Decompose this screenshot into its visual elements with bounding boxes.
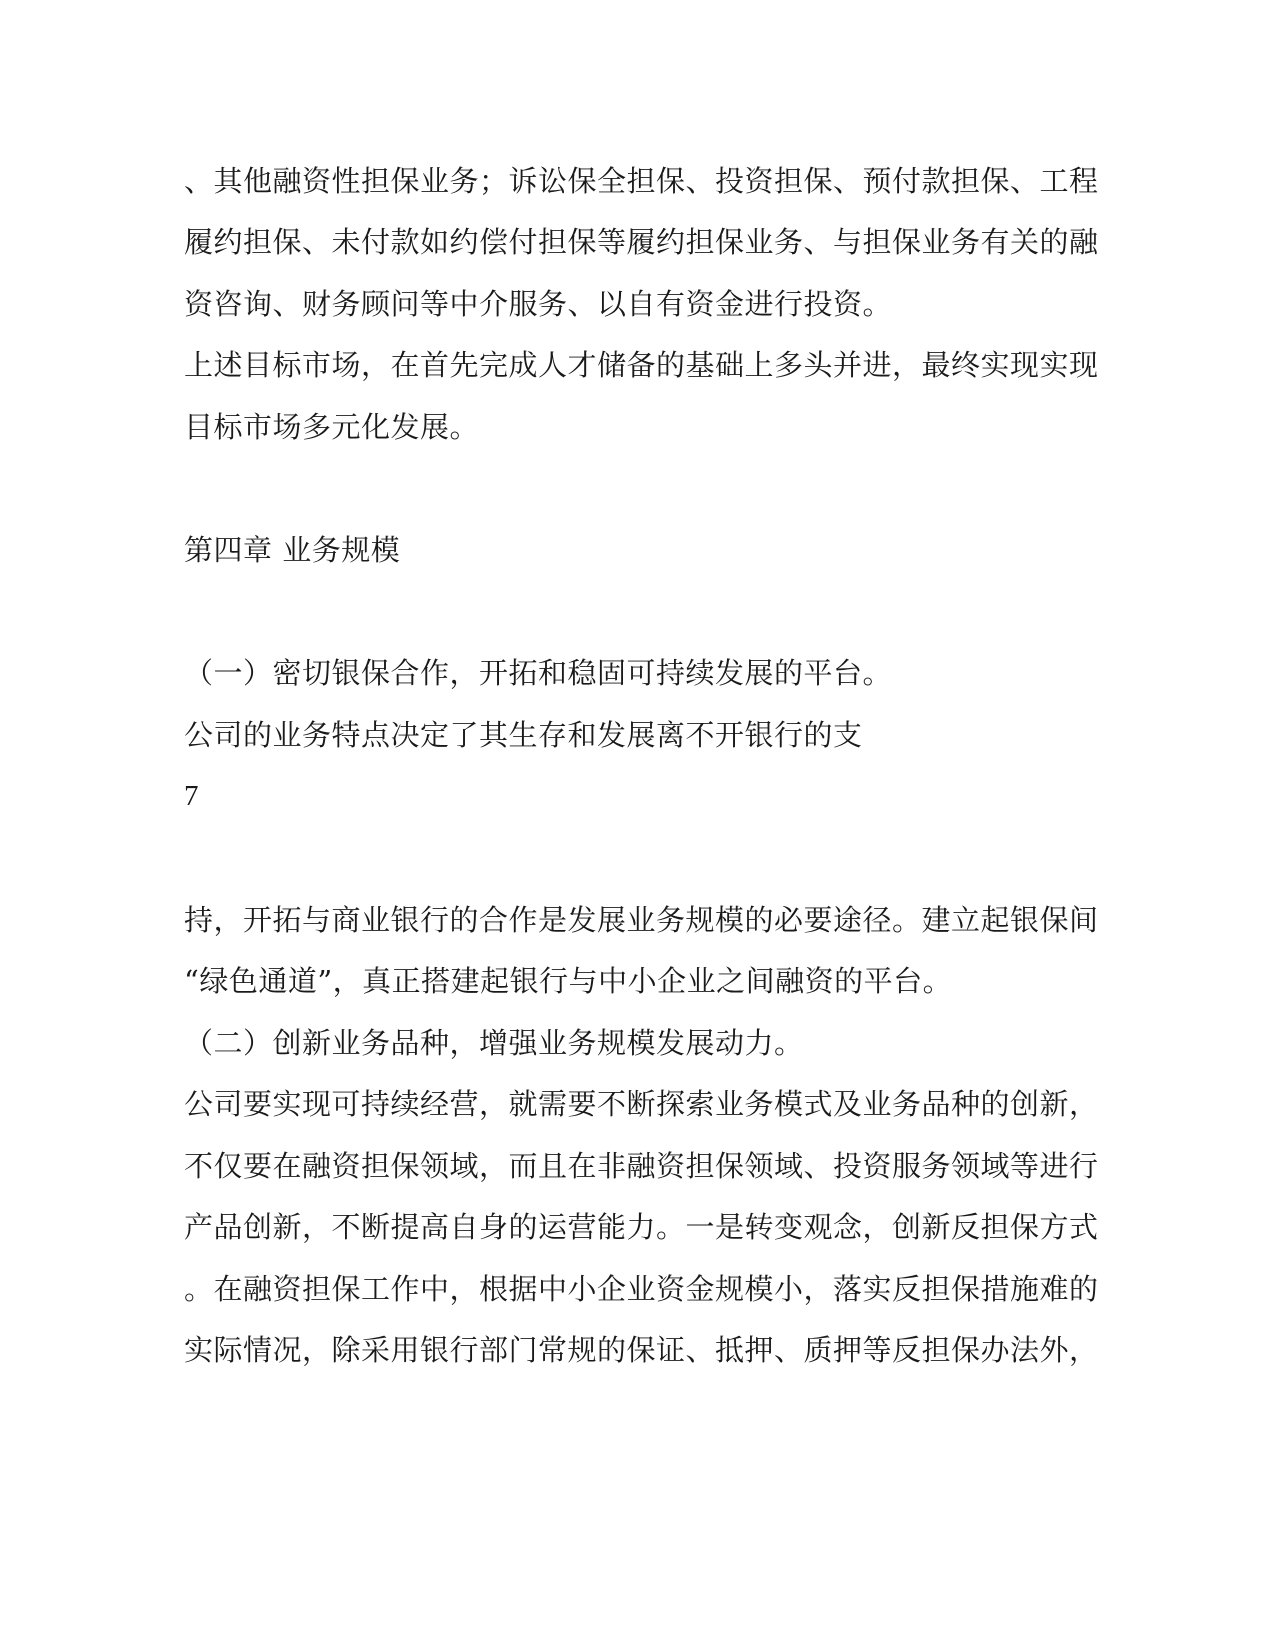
body-text-line: 履约担保、未付款如约偿付担保等履约担保业务、与担保业务有关的融	[184, 225, 1099, 259]
body-text-line: 实际情况，除采用银行部门常规的保证、抵押、质押等反担保办法外，	[184, 1333, 1099, 1367]
body-text-line: 。在融资担保工作中，根据中小企业资金规模小，落实反担保措施难的	[184, 1272, 1099, 1306]
body-text-line: 资咨询、财务顾问等中介服务、以自有资金进行投资。	[184, 287, 893, 321]
page-number: 7	[184, 780, 199, 812]
body-text-line: “绿色通道”，真正搭建起银行与中小企业之间融资的平台。	[184, 964, 953, 998]
body-text-line: 不仅要在融资担保领域，而且在非融资担保领域、投资服务领域等进行	[184, 1149, 1099, 1183]
body-text-line: 公司的业务特点决定了其生存和发展离不开银行的支	[184, 718, 863, 752]
body-text-line: 、其他融资性担保业务；诉讼保全担保、投资担保、预付款担保、工程	[184, 164, 1099, 198]
chapter-heading: 第四章 业务规模	[184, 533, 401, 567]
body-text-line: 产品创新，不断提高自身的运营能力。一是转变观念，创新反担保方式	[184, 1210, 1099, 1244]
subsection-heading: （二）创新业务品种，增强业务规模发展动力。	[184, 1026, 804, 1060]
body-text-line: 持，开拓与商业银行的合作是发展业务规模的必要途径。建立起银保间	[184, 903, 1099, 937]
body-text-line: 公司要实现可持续经营，就需要不断探索业务模式及业务品种的创新，	[184, 1087, 1099, 1121]
body-text-line: 上述目标市场，在首先完成人才储备的基础上多头并进，最终实现实现	[184, 348, 1099, 382]
subsection-heading: （一）密切银保合作，开拓和稳固可持续发展的平台。	[184, 656, 893, 690]
body-text-line: 目标市场多元化发展。	[184, 410, 480, 444]
